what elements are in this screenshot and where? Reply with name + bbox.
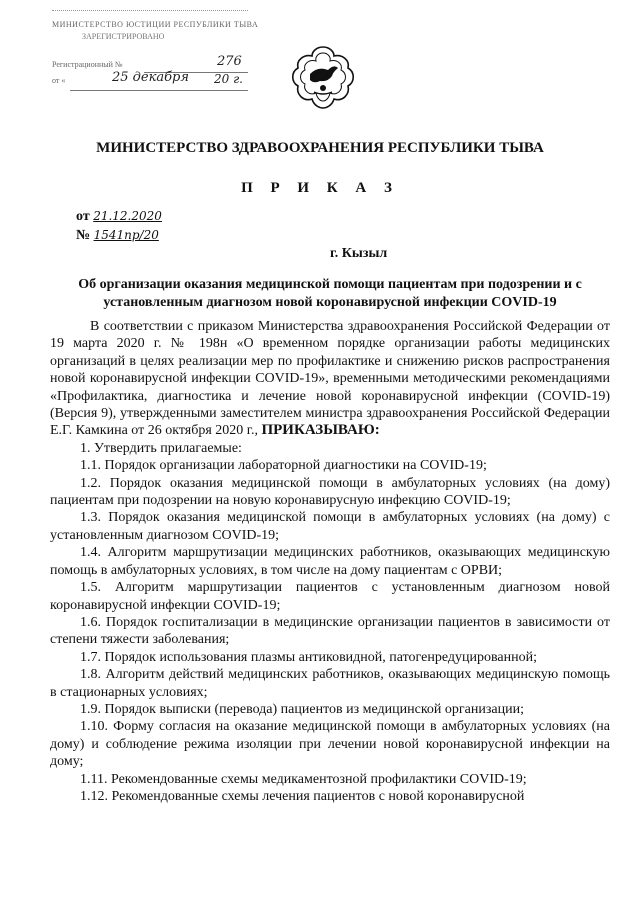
- list-item: 1.7. Порядок использования плазмы антиковидной, патогенредуцированной;: [80, 649, 537, 665]
- coat-of-arms-icon: [288, 44, 358, 110]
- order-heading: П Р И К А З: [241, 180, 399, 196]
- order-date: 21.12.2020: [93, 209, 162, 223]
- list-item: 1.6. Порядок госпитализации в медицинские организации пациентов в зависимости от степени тяжести заболевания;: [50, 614, 610, 648]
- list-item: 1.9. Порядок выписки (перевода) пациентов из медицинской организации;: [80, 701, 524, 717]
- list-item: 1.2. Порядок оказания медицинской помощи в амбулаторных условиях (на дому) пациентам при подозрении на новую коронавирусную инфекцию COVID-19;: [50, 475, 610, 509]
- list-item: 1.10. Форму согласия на оказание медицинской помощи в амбулаторных условиях (на дому) и соблюдение режима изоляции при лечении новой коронавирусной инфекции на дому;: [50, 719, 610, 770]
- stamp-reg-number-label: Регистрационный №: [52, 60, 123, 69]
- stamp-registered-line: ЗАРЕГИСТРИРОВАНО: [82, 32, 165, 41]
- ministry-title: МИНИСТЕРСТВО ЗДРАВООХРАНЕНИЯ РЕСПУБЛИКИ ТЫВА: [96, 140, 544, 156]
- list-item: 1.1. Порядок организации лабораторной диагностики на COVID-19;: [80, 458, 487, 474]
- stamp-ministry-line: МИНИСТЕРСТВО ЮСТИЦИИ РЕСПУБЛИКИ ТЫВА: [52, 20, 259, 29]
- order-number-prefix: №: [76, 228, 91, 243]
- order-date-prefix: от: [76, 209, 90, 224]
- stamp-reg-date: 25 декабря: [112, 70, 189, 85]
- list-item: 1.8. Алгоритм действий медицинских работников, оказывающих медицинскую помощь в стационарных условиях;: [50, 667, 610, 700]
- list-item: 1.5. Алгоритм маршрутизации пациентов с установленным диагнозом новой коронавирусной инфекции COVID-19;: [50, 580, 610, 613]
- list-item: 1.12. Рекомендованные схемы лечения пациентов с новой коронавирусной: [80, 788, 525, 804]
- order-number-row: [76, 226, 162, 245]
- order-meta: [76, 207, 162, 245]
- stamp-date-label: от «: [52, 76, 66, 85]
- list-item: 1.3. Порядок оказания медицинской помощи в амбулаторных условиях (на дому) с установленным диагнозом COVID-19;: [50, 510, 610, 543]
- order-subject: Об организации оказания медицинской помощи пациентам при подозрении и с установленным диагнозом новой коронавирусной инфекции COVID-19: [78, 277, 582, 310]
- stamp-date-underline: [70, 90, 248, 91]
- order-date-row: [76, 207, 162, 226]
- order-number: 1541пр/20: [93, 228, 159, 242]
- stamp-reg-number: 276: [217, 54, 242, 69]
- stamp-reg-year: 20 г.: [214, 72, 243, 86]
- order-command: ПРИКАЗЫВАЮ:: [261, 422, 380, 439]
- preamble-text: В соответствии с приказом Министерства здравоохранения Российской Федерации от 19 марта 2020 г. № 198н «О временном порядке организации работы медицинских организаций в целях реализации мер по профилактике и снижению рисков распространения новой коронавирусной инфекции COVID-19», временными методическими рекомендациями «Профилактика, диагностика и лечение новой коронавирусной инфекции (COVID-19) (Версия 9), утвержденными заместителем министра здравоохранения Российской Федерации Е.Г. Камкина от 26 октября 2020 г.,: [50, 319, 610, 439]
- list-item: 1.4. Алгоритм маршрутизации медицинских работников, оказывающих медицинскую помощь в амбулаторных условиях, в том числе на дому пациентам с ОРВИ;: [50, 545, 610, 578]
- list-item: 1. Утвердить прилагаемые:: [80, 440, 242, 456]
- city: г. Кызыл: [330, 246, 388, 261]
- stamp-border: [52, 10, 248, 49]
- preamble: [50, 318, 610, 440]
- registration-stamp: [52, 10, 259, 112]
- list-item: 1.11. Рекомендованные схемы медикаментозной профилактики COVID-19;: [80, 771, 527, 787]
- order-body: [50, 318, 610, 805]
